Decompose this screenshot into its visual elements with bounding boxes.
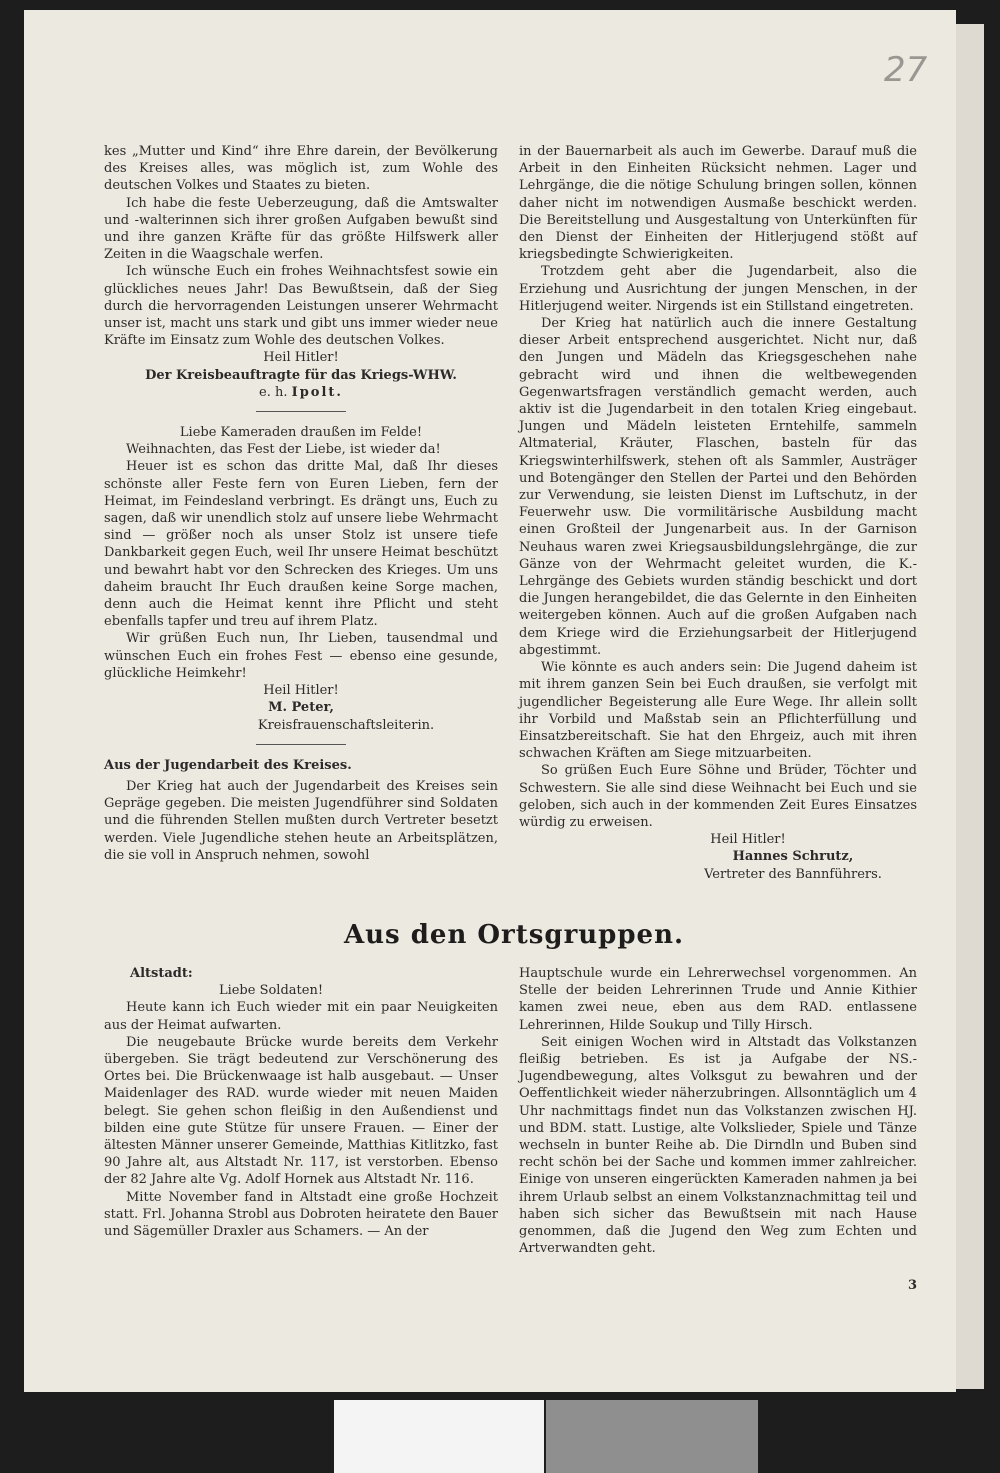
calibration-strip-gray (546, 1400, 758, 1473)
jugend-right-paragraph-3: Der Krieg hat natürlich auch die innere Gestaltung dieser Arbeit entsprechend ausgerichtet. Nicht nur, daß den Jungen und Mädeln das Kriegsgeschehen nahe gebracht wird und ihnen die weltbewegenden Gegenwartsfragen verständlich gemacht werden, auch aktiv ist die Jugendarbeit in den totalen Krieg eingebaut. Jungen und Mädeln leisteten Erntehilfe, sammeln Altmaterial, Kräuter, Flaschen, basteln für das Kriegswinterhilfswerk, stehen oft als Sammler, Austräger und Botengänger den Stellen der Partei und den Behörden zur Verwendung, sie leisten Dienst im Luftschutz, in der Feuerwehr usw. Die vormilitärische Ausbildung macht einen Großteil der Jungenarbeit aus. In der Garnison Neuhaus waren zwei Kriegsausbildungslehrgänge, die zur Gänze von der Wehrmacht geleitet wurden, die K.-Lehrgänge des Gebiets wurden ständig beschickt und dort die Jungen herangebildet, die das Gelernte in den Einheiten weitergeben können. Auch auf die großen Aufgaben nach dem Kriege wird die Erziehungsarbeit der Hitlerjugend abgestimmt. (519, 316, 917, 658)
signature-name: Ipolt. (291, 384, 343, 400)
jugend-right-paragraph-5: So grüßen Euch Eure Söhne und Brüder, Töchter und Schwestern. Sie alle sind diese Weihnacht bei Euch und sie geloben, sich auch in der kommenden Zeit Eures Einsatzes würdig zu erweisen. (519, 763, 917, 830)
left-column-lower (104, 965, 498, 1240)
whw-paragraph-2: Ich habe die feste Ueberzeugung, daß die Amtswalter und -walterinnen sich ihrer großen Aufgaben bewußt sind und ihre ganzen Kräfte für das größte Hilfswerk aller Zeiten in die Waagschale werfen. (104, 195, 498, 263)
page-number: 3 (908, 1278, 918, 1293)
section-headline: Aus den Ortsgruppen. (343, 920, 685, 950)
jugend-right-paragraph-1: in der Bauernarbeit als auch im Gewerbe. Darauf muß die Arbeit in den Einheiten Rücksicht nehmen. Lager und Lehrgänge, die die nötige Schulung bringen sollen, können daher nicht im notwendigen Ausmaße beschickt werden. Die Bereitstellung und Ausgestaltung von Unterkünften für den Dienst der Einheiten der Hitlerjugend stößt auf kriegsbedingte Schwierigkeiten. (519, 144, 917, 263)
letter2-salutation: Liebe Kameraden draußen im Felde! (179, 425, 423, 441)
ortsgruppe-paragraph-1: Heute kann ich Euch wieder mit ein paar Neuigkeiten aus der Heimat aufwarten. (104, 1000, 498, 1033)
left-column-upper (104, 143, 498, 864)
ortsgruppe-salutation: Liebe Soldaten! (218, 983, 324, 999)
ortsgruppe-paragraph-2: Die neugebaute Brücke wurde bereits dem Verkehr übergeben. Sie trägt bedeutend zur Verschönerung des Ortes bei. Die Brückenwaage ist halb ausgebaut. — Unser Maidenlager des RAD. wurde wieder mit neuen Maiden belegt. Sie gehen schon fleißig in den Außendienst und bilden eine gute Stütze für unsere Frauen. — Einer der ältesten Männer unserer Gemeinde, Matthias Kitlitzko, fast 90 Jahre alt, aus Altstadt Nr. 117, ist verstorben. Ebenso der 82 Jahre alte Vg. Adolf Hornek aus Altstadt Nr. 116. (104, 1034, 498, 1188)
jugend-paragraph-1: Der Krieg hat auch der Jugendarbeit des Kreises sein Gepräge gegeben. Die meisten Jugendführer sind Soldaten und die führenden Stellen mußten durch Vertreter besetzt werden. Viele Jugendliche stehen heute an Arbeitsplätzen, die sie voll in Anspruch nehmen, sowohl (104, 778, 498, 863)
jugend-signer: Hannes Schrutz, (732, 849, 854, 865)
ortsgruppe-place: Altstadt: (130, 966, 193, 981)
whw-signature-title: Der Kreisbeauftragte für das Kriegs-WHW. (145, 367, 457, 383)
letter2-paragraph-2: Heuer ist es schon das dritte Mal, daß Ihr dieses schönste aller Feste fern von Euren Lieben, fern der Heimat, im Feindesland verbringt. Es drängt uns, Euch zu sagen, daß wir unendlich stolz auf unsere liebe Wehrmacht sind — größer noch als unser Stolz ist unsere tiefe Dankbarkeit gegen Euch, weil Ihr unsere Heimat beschützt und bewahrt habt vor den Schrecken des Krieges. Um uns daheim braucht Ihr Euch draußen keine Sorge machen, denn auch die Heimat kennt ihre Pflicht und steht ebenfalls tapfer und treu auf ihrem Platz. (104, 459, 498, 630)
right-column-upper (519, 143, 917, 883)
whw-paragraph-3: Ich wünsche Euch ein frohes Weihnachtsfest sowie ein glückliches neues Jahr! Das Bewußtsein, daß der Sieg durch die hervorragenden Leistungen unserer Wehrmacht unser ist, macht uns stark und gibt uns immer wieder neue Kräfte im Einsatz zum Wohle des deutschen Volkes. (104, 264, 498, 349)
document-page (24, 10, 956, 1392)
letter2-paragraph-3: Wir grüßen Euch nun, Ihr Lieben, tausendmal und wünschen Euch ein frohes Fest — ebenso eine gesunde, glückliche Heimkehr! (104, 631, 498, 681)
jugend-greeting: Heil Hitler! (710, 832, 786, 848)
divider-rule-2 (256, 744, 346, 745)
ortsgruppe-right-paragraph-2: Seit einigen Wochen wird in Altstadt das Volkstanzen fleißig betrieben. Es ist ja Aufgabe der NS.-Jugendbewegung, altes Volksgut zu bewahren und der Oeffentlichkeit wieder näherzubringen. Allsonntäglich um 4 Uhr nachmittags findet nun das Volkstanzen zwischen HJ. und BDM. statt. Lustige, alte Volkslieder, Spiele und Tänze wechseln in bunter Reihe ab. Die Dirndln und Buben sind recht schön bei der Sache und kommen immer zahlreicher. Einige von unseren eingerückten Kameraden nahmen ja bei ihrem Urlaub selbst an einem Volkstanznachmittag teil und haben sich sicher das Bewußtsein mit nach Hause genommen, daß die Jugend den Weg zum Echten und Artverwandten geht. (519, 1034, 917, 1257)
ortsgruppe-paragraph-3: Mitte November fand in Altstadt eine große Hochzeit statt. Frl. Johanna Strobl aus Dobroten heiratete den Bauer und Sägemüller Draxler aus Schamers. — An der (104, 1189, 498, 1240)
jugend-right-paragraph-2: Trotzdem geht aber die Jugendarbeit, also die Erziehung und Ausrichtung der jungen Menschen, in der Hitlerjugend weiter. Nirgends ist ein Stillstand eingetreten. (519, 264, 917, 314)
letter2-greeting: Heil Hitler! (263, 683, 339, 699)
letter2-signer: M. Peter, (268, 700, 334, 716)
letter2-signer-title: Kreisfrauenschaftsleiterin. (257, 717, 435, 733)
jugend-right-paragraph-4: Wie könnte es auch anders sein: Die Jugend daheim ist mit ihrem ganzen Sein bei Euch draußen, sie verfolgt mit jugendlicher Begeisterung alle Eure Wege. Ihr allein sollt ihr Vorbild und Maßstab sein an Pflichterfüllung und Einsatzbereitschaft. Sie hat den Ehrgeiz, auch mit ihren schwachen Kräften am Siege mitzuarbeiten. (519, 660, 917, 762)
divider-rule (256, 411, 346, 412)
calibration-strip-white (334, 1400, 544, 1473)
jugend-heading: Aus der Jugendarbeit des Kreises. (104, 757, 352, 773)
signature-prefix: e. h. (259, 384, 288, 400)
whw-signature-name (104, 384, 498, 401)
right-column-lower (519, 965, 917, 1257)
whw-paragraph-1: kes „Mutter und Kind“ ihre Ehre darein, der Bevölkerung des Kreises alles, was möglich ist, zum Wohle des deutschen Volkes und Staates zu bieten. (104, 144, 498, 194)
jugend-signer-title: Vertreter des Bannführers. (704, 866, 882, 882)
whw-greeting: Heil Hitler! (263, 350, 339, 366)
handwritten-page-number: 27 (884, 50, 928, 90)
letter2-paragraph-1: Weihnachten, das Fest der Liebe, ist wieder da! (126, 442, 441, 458)
ortsgruppe-right-paragraph-1: Hauptschule wurde ein Lehrerwechsel vorgenommen. An Stelle der beiden Lehrerinnen Trude und Annie Kithier kamen zwei neue, eben aus dem RAD. entlassene Lehrerinnen, Hilde Soukup und Tilly Hirsch. (519, 966, 917, 1033)
